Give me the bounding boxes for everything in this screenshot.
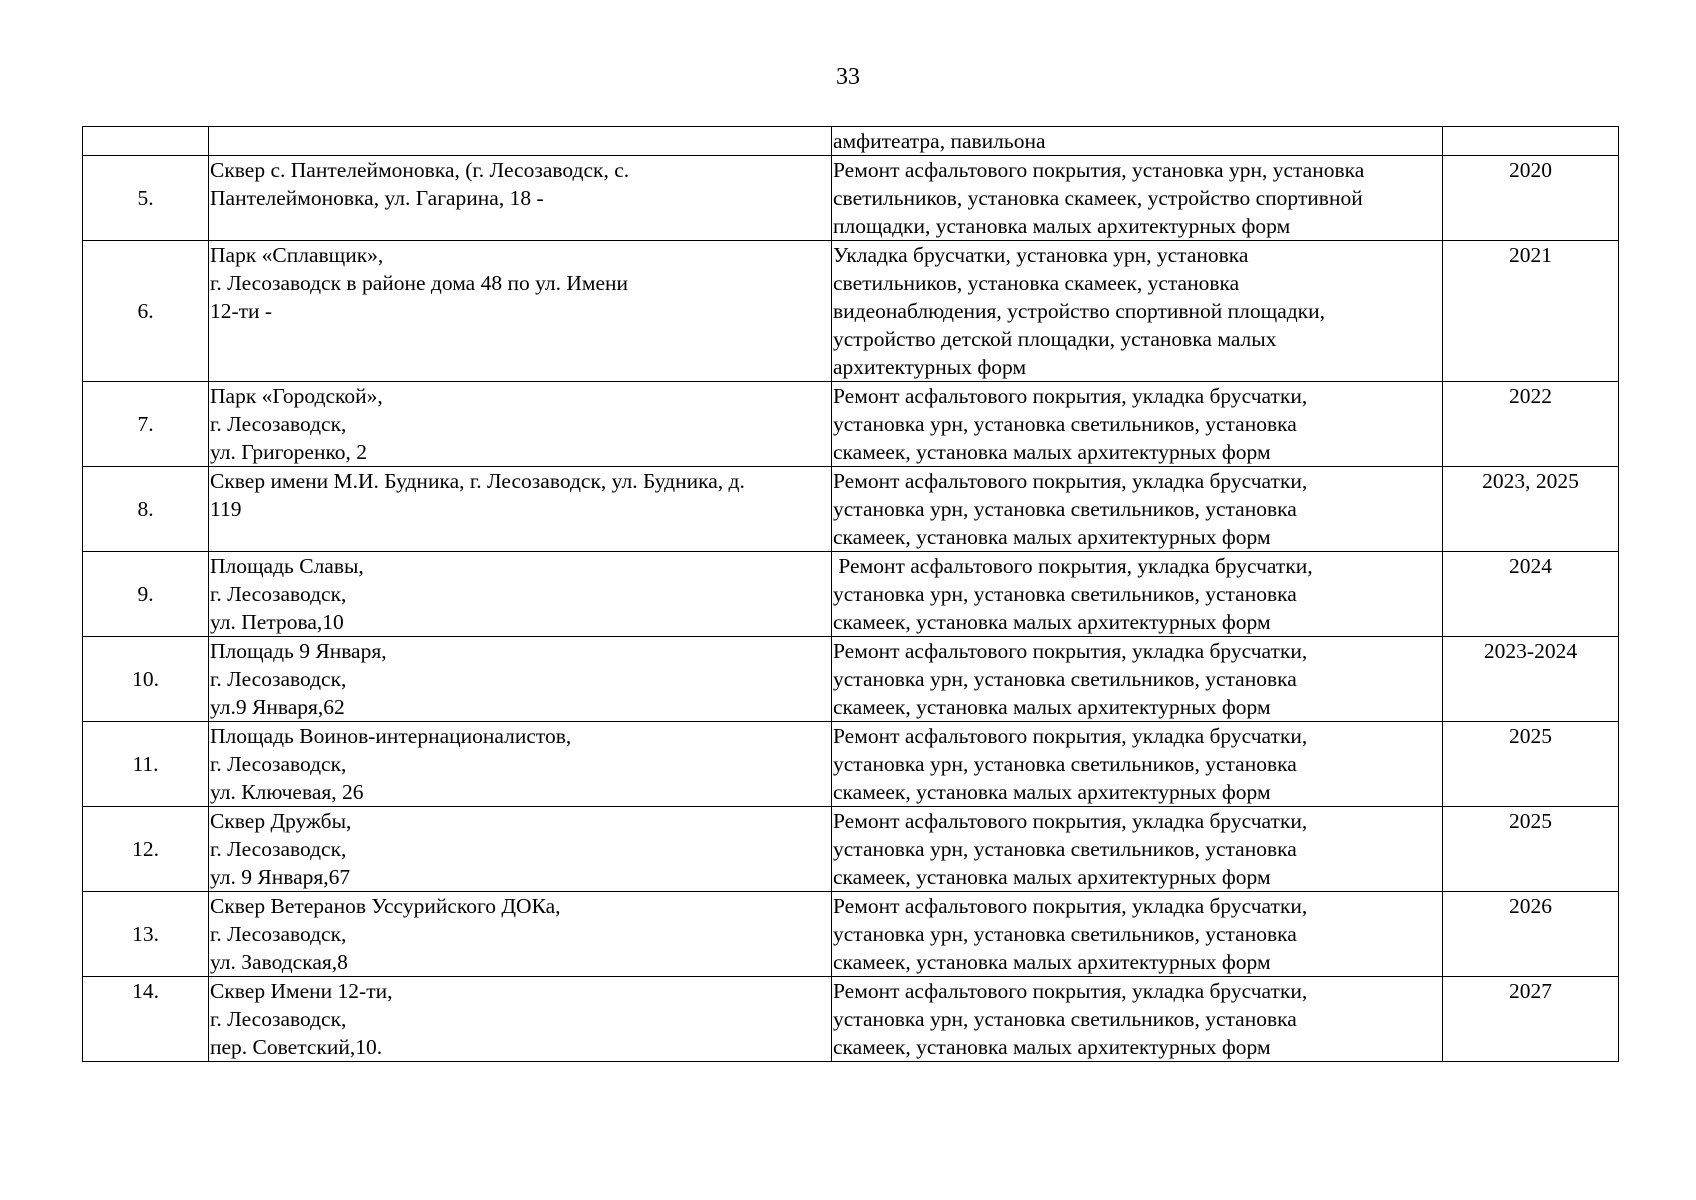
object-name-line: ул. 9 Января,67 — [210, 865, 351, 889]
object-name-cell — [209, 467, 832, 552]
object-name-line: г. Лесозаводск, — [210, 837, 347, 861]
year-cell — [1443, 127, 1619, 156]
object-name-line: Сквер с. Пантелеймоновка, (г. Лесозаводск, с. — [210, 158, 630, 182]
year-cell: 2020 — [1443, 156, 1619, 241]
works-line: Ремонт асфальтового покрытия, укладка брусчатки, — [833, 894, 1308, 918]
works-line: Ремонт асфальтового покрытия, укладка брусчатки, — [833, 384, 1308, 408]
object-name-cell — [209, 892, 832, 977]
object-name-line: Сквер Ветеранов Уссурийского ДОКа, — [210, 894, 561, 918]
object-name-line: 119 — [210, 497, 242, 521]
object-name-line: Парк «Сплавщик», — [210, 243, 384, 267]
works-line: светильников, установка скамеек, устройство спортивной — [833, 186, 1363, 210]
works-line: установка урн, установка светильников, установка — [833, 667, 1297, 691]
works-cell — [832, 722, 1443, 807]
works-cell — [832, 467, 1443, 552]
works-cell — [832, 382, 1443, 467]
table-body — [83, 127, 1619, 1062]
table-row — [83, 892, 1619, 977]
object-name-line: г. Лесозаводск, — [210, 752, 347, 776]
object-name-line: г. Лесозаводск, — [210, 1007, 347, 1031]
year-cell: 2027 — [1443, 977, 1619, 1062]
object-name-line: ул.9 Января,62 — [210, 695, 345, 719]
table-row — [83, 241, 1619, 382]
works-line: установка урн, установка светильников, установка — [833, 582, 1297, 606]
works-cell — [832, 637, 1443, 722]
object-name-cell — [209, 977, 832, 1062]
year-cell: 2025 — [1443, 807, 1619, 892]
works-line: скамеек, установка малых архитектурных форм — [833, 440, 1271, 464]
works-line: Ремонт асфальтового покрытия, укладка брусчатки, — [833, 724, 1308, 748]
works-line: светильников, установка скамеек, установка — [833, 271, 1240, 295]
works-cell — [832, 127, 1443, 156]
table-row-continuation — [83, 127, 1619, 156]
row-number-cell: 8. — [83, 467, 209, 552]
table-row — [83, 382, 1619, 467]
year-cell: 2026 — [1443, 892, 1619, 977]
works-line: установка урн, установка светильников, установка — [833, 752, 1297, 776]
works-line: площадки, установка малых архитектурных форм — [833, 214, 1291, 238]
object-name-line: Пантелеймоновка, ул. Гагарина, 18 - — [210, 186, 544, 210]
object-name-line: Площадь 9 Января, — [210, 639, 387, 663]
works-line: установка урн, установка светильников, установка — [833, 837, 1297, 861]
works-line: установка урн, установка светильников, установка — [833, 922, 1297, 946]
works-cell — [832, 977, 1443, 1062]
works-line: Ремонт асфальтового покрытия, укладка брусчатки, — [833, 809, 1308, 833]
object-name-line: Площадь Воинов-интернационалистов, — [210, 724, 572, 748]
object-name-line: г. Лесозаводск, — [210, 667, 347, 691]
row-number-cell: 11. — [83, 722, 209, 807]
year-cell: 2021 — [1443, 241, 1619, 382]
table-row — [83, 807, 1619, 892]
works-cell — [832, 552, 1443, 637]
object-name-line: г. Лесозаводск, — [210, 412, 347, 436]
works-line: скамеек, установка малых архитектурных форм — [833, 610, 1271, 634]
row-number-cell: 14. — [83, 977, 209, 1062]
year-cell: 2022 — [1443, 382, 1619, 467]
table-row — [83, 637, 1619, 722]
row-number-cell: 10. — [83, 637, 209, 722]
object-name-line: ул. Петрова,10 — [210, 610, 344, 634]
object-name-line: ул. Заводская,8 — [210, 950, 348, 974]
works-line: Ремонт асфальтового покрытия, укладка брусчатки, — [833, 554, 1313, 578]
object-name-line: Парк «Городской», — [210, 384, 383, 408]
object-name-line: 12-ти - — [210, 299, 273, 323]
object-name-cell — [209, 156, 832, 241]
year-cell: 2023, 2025 — [1443, 467, 1619, 552]
object-name-cell — [209, 241, 832, 382]
works-line: установка урн, установка светильников, установка — [833, 412, 1297, 436]
works-cell — [832, 241, 1443, 382]
works-cell — [832, 156, 1443, 241]
works-line: скамеек, установка малых архитектурных форм — [833, 1035, 1271, 1059]
row-number-cell: 12. — [83, 807, 209, 892]
works-cell — [832, 892, 1443, 977]
object-name-cell — [209, 382, 832, 467]
object-name-line: пер. Советский,10. — [210, 1035, 383, 1059]
row-number-cell: 13. — [83, 892, 209, 977]
object-name-line: г. Лесозаводск, — [210, 922, 347, 946]
works-line: видеонаблюдения, устройство спортивной площадки, — [833, 299, 1326, 323]
improvement-table — [82, 126, 1619, 1062]
works-line: Ремонт асфальтового покрытия, укладка брусчатки, — [833, 979, 1308, 1003]
object-name-cell — [209, 722, 832, 807]
object-name-line: Площадь Славы, — [210, 554, 364, 578]
works-line: Укладка брусчатки, установка урн, установка — [833, 243, 1249, 267]
row-number-cell — [83, 127, 209, 156]
table-row — [83, 722, 1619, 807]
works-line: Ремонт асфальтового покрытия, укладка брусчатки, — [833, 639, 1308, 663]
object-name-line: г. Лесозаводск в районе дома 48 по ул. Имени — [210, 271, 629, 295]
object-name-cell — [209, 637, 832, 722]
object-name-line: Сквер имени М.И. Будника, г. Лесозаводск, ул. Будника, д. — [210, 469, 745, 493]
works-line: скамеек, установка малых архитектурных форм — [833, 865, 1271, 889]
table-row — [83, 977, 1619, 1062]
row-number-cell: 6. — [83, 241, 209, 382]
works-line: скамеек, установка малых архитектурных форм — [833, 780, 1271, 804]
object-name-line: ул. Ключевая, 26 — [210, 780, 364, 804]
object-name-cell — [209, 127, 832, 156]
works-line: скамеек, установка малых архитектурных форм — [833, 950, 1271, 974]
row-number-cell: 7. — [83, 382, 209, 467]
table-row — [83, 552, 1619, 637]
table-row — [83, 156, 1619, 241]
works-line: установка урн, установка светильников, установка — [833, 497, 1297, 521]
year-cell: 2025 — [1443, 722, 1619, 807]
works-cell — [832, 807, 1443, 892]
object-name-cell — [209, 807, 832, 892]
works-line: Ремонт асфальтового покрытия, укладка брусчатки, — [833, 469, 1308, 493]
works-line: архитектурных форм — [833, 355, 1027, 379]
object-name-line: Сквер Имени 12-ти, — [210, 979, 393, 1003]
works-line: амфитеатра, павильона — [833, 129, 1046, 153]
table-row — [83, 467, 1619, 552]
works-line: Ремонт асфальтового покрытия, установка урн, установка — [833, 158, 1365, 182]
page-number: 33 — [836, 64, 860, 90]
row-number-cell: 5. — [83, 156, 209, 241]
row-number-cell: 9. — [83, 552, 209, 637]
object-name-line: ул. Григоренко, 2 — [210, 440, 368, 464]
object-name-cell — [209, 552, 832, 637]
works-line: скамеек, установка малых архитектурных форм — [833, 525, 1271, 549]
year-cell: 2024 — [1443, 552, 1619, 637]
works-line: скамеек, установка малых архитектурных форм — [833, 695, 1271, 719]
object-name-line: г. Лесозаводск, — [210, 582, 347, 606]
works-line: установка урн, установка светильников, установка — [833, 1007, 1297, 1031]
works-line: устройство детской площадки, установка малых — [833, 327, 1277, 351]
year-cell: 2023-2024 — [1443, 637, 1619, 722]
object-name-line: Сквер Дружбы, — [210, 809, 352, 833]
